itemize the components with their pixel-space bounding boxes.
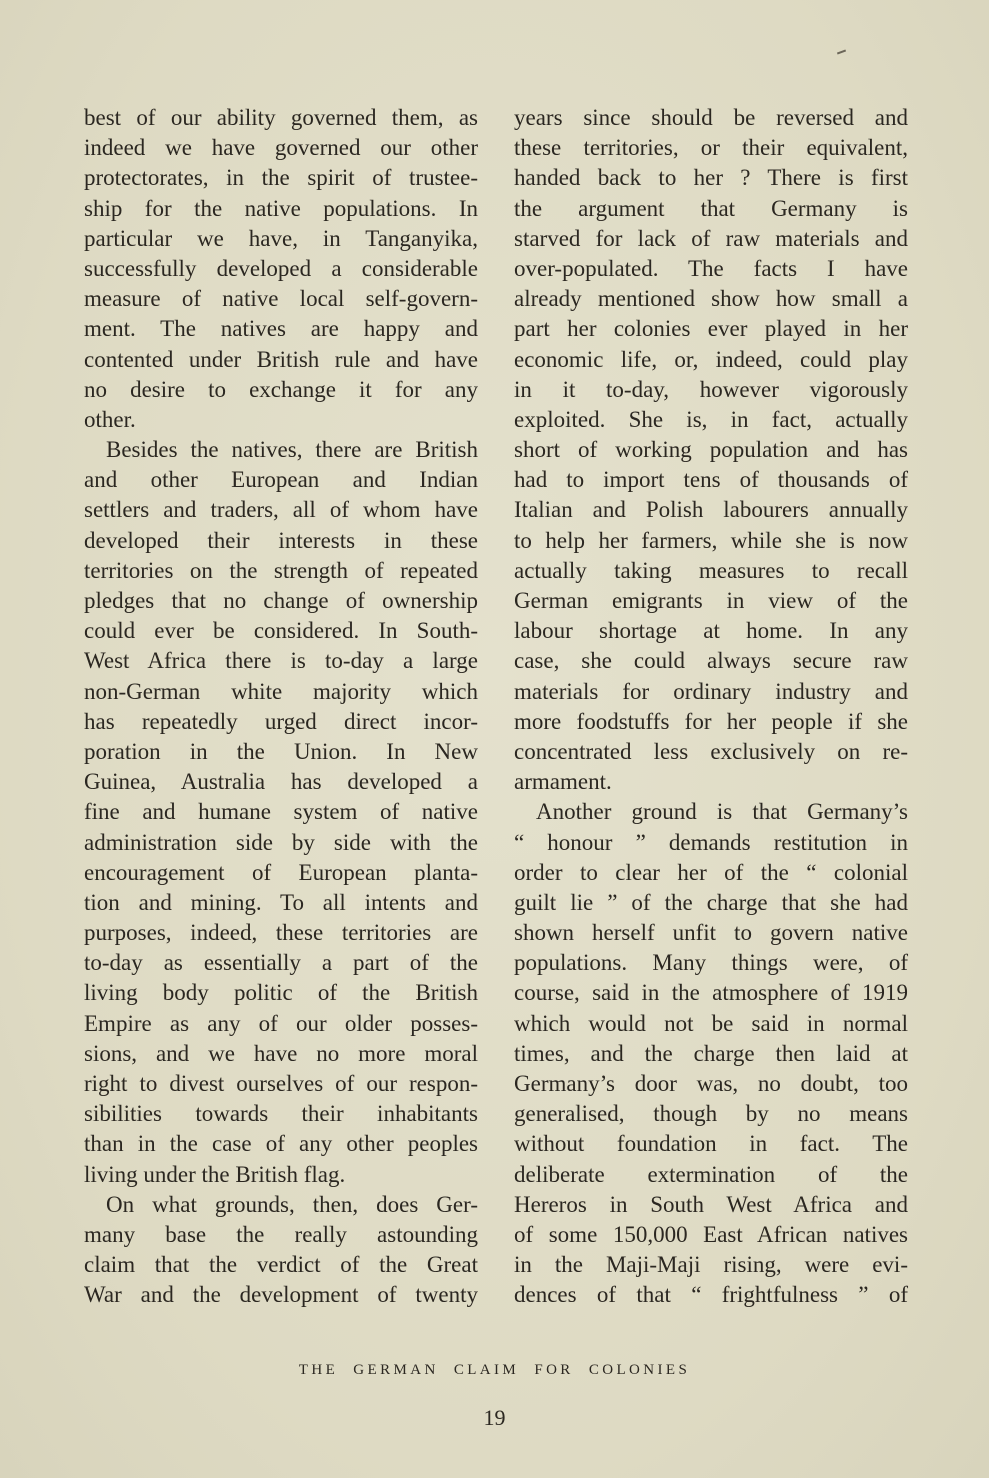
text-line: years since should be reversed and bbox=[514, 105, 908, 130]
text-line: these territories, or their equivalent, bbox=[514, 135, 908, 161]
text-column-right bbox=[514, 103, 908, 1311]
text-line: guilt lie ” of the charge that she had bbox=[514, 889, 908, 915]
text-line: sions, and we have no more moral bbox=[84, 1040, 478, 1066]
text-line: already mentioned show how small a bbox=[514, 286, 908, 312]
text-line: had to import tens of thousands of bbox=[514, 467, 908, 493]
text-line: indeed we have governed our other bbox=[84, 135, 478, 161]
text-line: actually taking measures to recall bbox=[514, 557, 908, 583]
text-line: short of working population and has bbox=[514, 437, 908, 463]
text-line: deliberate extermination of the bbox=[514, 1161, 908, 1187]
text-line: and other European and Indian bbox=[84, 467, 478, 493]
text-line: Hereros in South West Africa and bbox=[514, 1191, 908, 1217]
text-line: encouragement of European planta- bbox=[84, 859, 478, 885]
text-line: contented under British rule and have bbox=[84, 346, 478, 372]
text-line: course, said in the atmosphere of 1919 bbox=[514, 980, 908, 1006]
text-line: Another ground is that Germany’s bbox=[536, 799, 908, 825]
running-title: THE GERMAN CLAIM FOR COLONIES bbox=[298, 1362, 691, 1378]
text-line: armament. bbox=[514, 769, 612, 795]
text-line: Germany’s door was, no doubt, too bbox=[514, 1071, 908, 1096]
text-line: no desire to exchange it for any bbox=[84, 376, 478, 402]
text-line: right to divest ourselves of our respon- bbox=[84, 1071, 478, 1096]
text-line: West Africa there is to-day a large bbox=[84, 648, 478, 674]
text-line: many base the really astounding bbox=[84, 1221, 478, 1247]
text-line: best of our ability governed them, as bbox=[84, 105, 478, 130]
text-line: dences of that “ frightfulness ” of bbox=[514, 1282, 908, 1308]
ink-speck bbox=[837, 50, 846, 55]
text-line: materials for ordinary industry and bbox=[514, 678, 908, 704]
text-line: the argument that Germany is bbox=[514, 195, 908, 221]
text-line: On what grounds, then, does Ger- bbox=[106, 1191, 478, 1217]
text-line: has repeatedly urged direct incor- bbox=[84, 708, 478, 734]
text-line: settlers and traders, all of whom have bbox=[84, 497, 478, 523]
text-line: populations. Many things were, of bbox=[514, 950, 908, 976]
text-line: Guinea, Australia has developed a bbox=[84, 769, 478, 795]
text-line: labour shortage at home. In any bbox=[514, 618, 908, 644]
text-line: non-German white majority which bbox=[84, 678, 478, 704]
text-line: fine and humane system of native bbox=[84, 799, 478, 825]
text-line: territories on the strength of repeated bbox=[84, 557, 478, 583]
text-line: to-day as essentially a part of the bbox=[84, 950, 478, 976]
text-line: ship for the native populations. In bbox=[84, 195, 478, 221]
text-line: particular we have, in Tanganyika, bbox=[84, 225, 478, 251]
text-line: other. bbox=[84, 406, 136, 432]
text-line: which would not be said in normal bbox=[514, 1010, 908, 1036]
text-line: Empire as any of our older posses- bbox=[84, 1010, 478, 1036]
text-line: pledges that no change of ownership bbox=[84, 588, 478, 613]
text-line: generalised, though by no means bbox=[514, 1101, 908, 1127]
text-line: ment. The natives are happy and bbox=[84, 316, 478, 342]
text-line: economic life, or, indeed, could play bbox=[514, 346, 908, 372]
page-number: 19 bbox=[483, 1405, 506, 1430]
text-line: in it to-day, however vigorously bbox=[514, 376, 908, 402]
text-line: developed their interests in these bbox=[84, 527, 478, 553]
text-line: shown herself unfit to govern native bbox=[514, 920, 908, 946]
text-line: tion and mining. To all intents and bbox=[84, 889, 478, 915]
text-line: times, and the charge then laid at bbox=[514, 1040, 908, 1066]
text-line: concentrated less exclusively on re- bbox=[514, 738, 908, 764]
text-line: measure of native local self-govern- bbox=[84, 286, 478, 312]
text-line: War and the development of twenty bbox=[84, 1282, 478, 1308]
text-line: part her colonies ever played in her bbox=[514, 316, 908, 342]
text-line: “ honour ” demands restitution in bbox=[514, 829, 908, 855]
text-line: living body politic of the British bbox=[84, 980, 478, 1006]
text-line: Italian and Polish labourers annually bbox=[514, 497, 908, 523]
text-line: than in the case of any other peoples bbox=[84, 1131, 478, 1157]
text-line: starved for lack of raw materials and bbox=[514, 225, 908, 251]
text-line: poration in the Union. In New bbox=[84, 738, 478, 764]
text-line: without foundation in fact. The bbox=[514, 1131, 908, 1157]
text-line: to help her farmers, while she is now bbox=[514, 527, 908, 553]
text-column-left bbox=[84, 103, 478, 1311]
text-line: exploited. She is, in fact, actually bbox=[514, 406, 908, 432]
text-line: Besides the natives, there are British bbox=[106, 437, 478, 463]
text-line: over-populated. The facts I have bbox=[514, 255, 908, 281]
text-line: handed back to her ? There is first bbox=[514, 165, 908, 191]
text-line: protectorates, in the spirit of trustee- bbox=[84, 165, 478, 191]
text-line: German emigrants in view of the bbox=[514, 588, 908, 613]
text-line: claim that the verdict of the Great bbox=[84, 1252, 478, 1278]
text-line: in the Maji-Maji rising, were evi- bbox=[514, 1252, 908, 1278]
text-line: case, she could always secure raw bbox=[514, 648, 908, 674]
text-line: could ever be considered. In South- bbox=[84, 618, 478, 644]
text-line: successfully developed a considerable bbox=[84, 255, 478, 281]
text-line: more foodstuffs for her people if she bbox=[514, 708, 908, 734]
text-line: administration side by side with the bbox=[84, 829, 478, 855]
text-line: sibilities towards their inhabitants bbox=[84, 1101, 478, 1127]
text-line: living under the British flag. bbox=[84, 1161, 346, 1187]
text-line: of some 150,000 East African natives bbox=[514, 1221, 908, 1247]
text-line: purposes, indeed, these territories are bbox=[84, 920, 478, 946]
text-line: order to clear her of the “ colonial bbox=[514, 859, 908, 885]
